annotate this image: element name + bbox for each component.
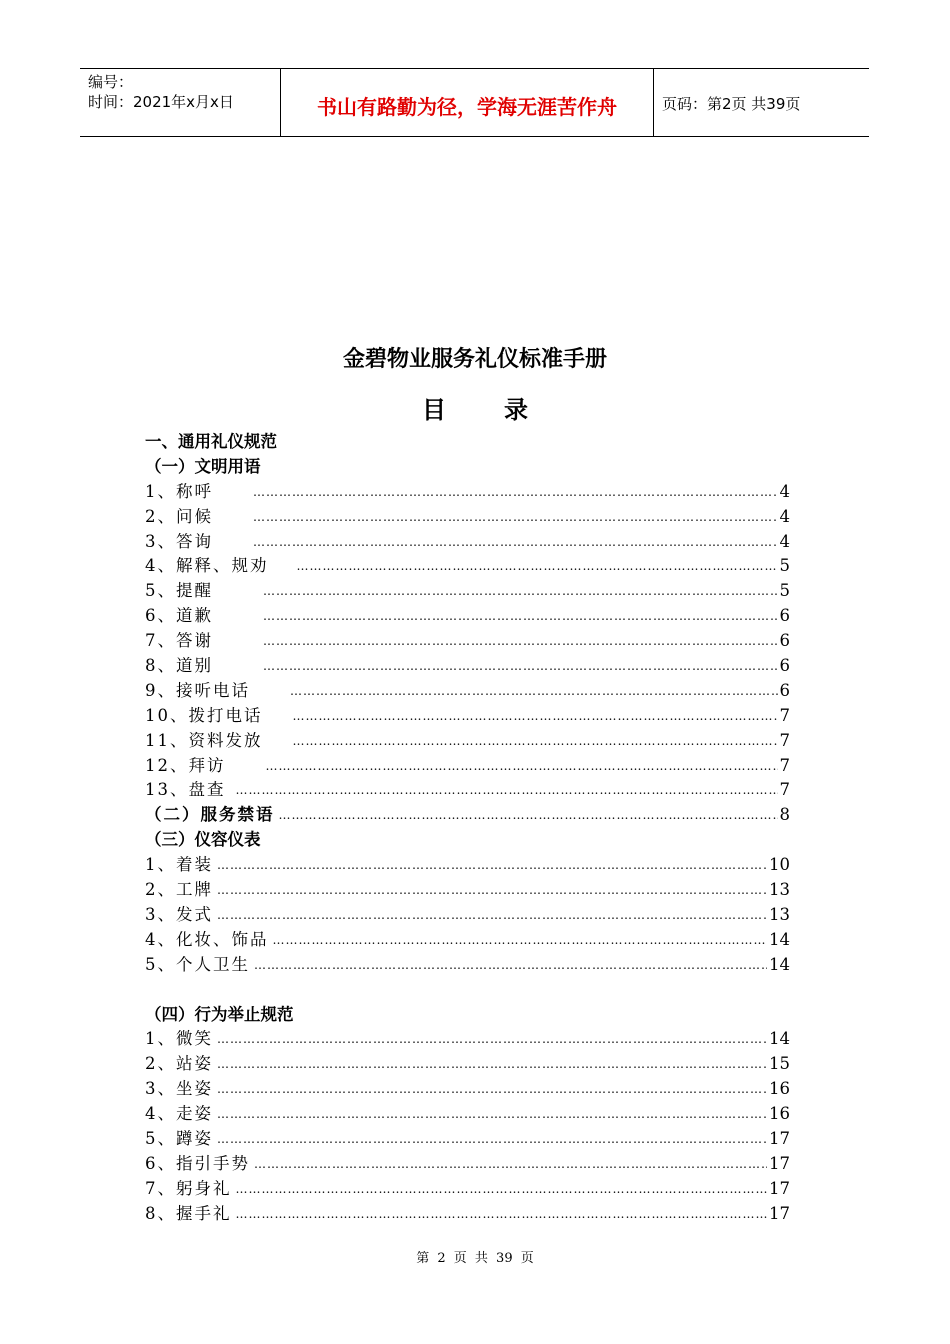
- toc-leader-dots: [217, 1127, 767, 1152]
- toc-leader-dots: [254, 1152, 767, 1177]
- toc-entry-label: 1、称呼: [145, 481, 213, 501]
- toc-entry-label: 4、解释、规劝: [145, 556, 269, 576]
- toc-leader-dots: [236, 1177, 768, 1202]
- toc-entry[interactable]: [145, 1077, 790, 1102]
- toc-entry[interactable]: [145, 729, 790, 754]
- toc-leader-dots: [236, 778, 778, 803]
- toc-section-heading: （一）文明用语: [145, 456, 261, 476]
- toc-entry-page: 10: [769, 855, 790, 875]
- toc-entry-page: 7: [779, 755, 790, 775]
- toc-entry-label: 8、道别: [145, 656, 213, 676]
- toc-entry-page: 16: [769, 1104, 790, 1124]
- toc-section-heading: （四）行为举止规范: [145, 1004, 294, 1024]
- toc-leader-dots: [263, 629, 778, 654]
- toc-entry-label: 9、接听电话: [145, 680, 250, 700]
- toc-entry-label: （二）服务禁语: [145, 805, 275, 825]
- toc-leader-dots: [253, 530, 778, 555]
- toc-entry-page: 6: [779, 606, 790, 626]
- toc-section-3-list: [145, 853, 790, 977]
- toc-entry-label: 1、微笑: [145, 1029, 213, 1049]
- toc-entry-page: 17: [769, 1153, 790, 1173]
- toc-leader-dots: [217, 1052, 767, 1077]
- toc-leader-dots: [263, 654, 778, 679]
- toc-entry-label: 2、问候: [145, 506, 213, 526]
- toc-entry-page: 6: [779, 631, 790, 651]
- toc-entry[interactable]: [145, 953, 790, 978]
- toc-section-1-list: [145, 480, 790, 804]
- toc-entry-page: 7: [779, 705, 790, 725]
- toc-entry[interactable]: [145, 928, 790, 953]
- toc-entry-label: 7、答谢: [145, 631, 213, 651]
- toc-entry[interactable]: [145, 1127, 790, 1152]
- table-of-contents: [145, 430, 790, 1227]
- toc-entry[interactable]: [145, 679, 790, 704]
- toc-entry-label: 3、答询: [145, 531, 213, 551]
- toc-leader-dots: [266, 754, 778, 779]
- toc-leader-dots: [217, 853, 767, 878]
- toc-leader-dots: [217, 1102, 767, 1127]
- toc-entry[interactable]: [145, 654, 790, 679]
- toc-leader-dots: [253, 505, 778, 530]
- toc-entry[interactable]: [145, 1027, 790, 1052]
- toc-entry-page: 6: [779, 656, 790, 676]
- toc-entry[interactable]: [145, 1102, 790, 1127]
- toc-entry-label: 5、个人卫生: [145, 954, 250, 974]
- toc-entry-page: 17: [769, 1129, 790, 1149]
- toc-section-heading: （三）仪容仪表: [145, 830, 261, 850]
- toc-entry[interactable]: [145, 505, 790, 530]
- toc-leader-dots: [293, 704, 778, 729]
- number-label: 编号：: [88, 73, 134, 91]
- toc-entry-page: 15: [769, 1054, 790, 1074]
- toc-entry-page: 7: [779, 730, 790, 750]
- toc-leader-dots: [217, 903, 767, 928]
- time-label: 时间：2021年x月x日: [88, 93, 234, 111]
- toc-entry-label: 4、走姿: [145, 1104, 213, 1124]
- toc-entry-page: 5: [779, 581, 790, 601]
- toc-title: 目录: [422, 396, 586, 424]
- toc-entry[interactable]: [145, 1177, 790, 1202]
- toc-entry-page: 17: [769, 1178, 790, 1198]
- toc-entry-label: 1、着装: [145, 855, 213, 875]
- toc-entry[interactable]: [145, 878, 790, 903]
- toc-entry-label: 2、站姿: [145, 1054, 213, 1074]
- toc-entry[interactable]: [145, 853, 790, 878]
- toc-entry-page: 6: [779, 680, 790, 700]
- toc-entry-page: 17: [769, 1203, 790, 1223]
- toc-entry[interactable]: [145, 778, 790, 803]
- toc-entry-label: 4、化妆、饰品: [145, 929, 269, 949]
- toc-leader-dots: [253, 480, 778, 505]
- toc-section-4-list: [145, 1027, 790, 1226]
- toc-leader-dots: [254, 953, 767, 978]
- toc-entry-label: 11、资料发放: [145, 730, 263, 750]
- toc-leader-dots: [293, 729, 778, 754]
- toc-entry-page: 14: [769, 954, 790, 974]
- toc-entry-label: 7、躬身礼: [145, 1178, 232, 1198]
- toc-entry-label: 5、提醒: [145, 581, 213, 601]
- motto-text: 书山有路勤为径，学海无涯苦作舟: [317, 95, 617, 119]
- toc-entry-label: 6、指引手势: [145, 1153, 250, 1173]
- toc-leader-dots: [273, 928, 768, 953]
- toc-leader-dots: [217, 1027, 767, 1052]
- toc-entry[interactable]: [145, 604, 790, 629]
- toc-entry[interactable]: [145, 1202, 790, 1227]
- toc-entry-label: 2、工牌: [145, 880, 213, 900]
- toc-entry-page: 14: [769, 929, 790, 949]
- toc-leader-dots: [290, 679, 778, 704]
- toc-entry-page: 16: [769, 1079, 790, 1099]
- spacer: [145, 978, 790, 1003]
- toc-entry-label: 13、盘查: [145, 780, 226, 800]
- toc-entry-label: 3、坐姿: [145, 1079, 213, 1099]
- toc-entry-label: 8、握手礼: [145, 1203, 232, 1223]
- toc-entry[interactable]: [145, 554, 790, 579]
- toc-leader-dots: [217, 878, 767, 903]
- toc-entry[interactable]: [145, 579, 790, 604]
- toc-leader-dots: [263, 579, 778, 604]
- toc-entry[interactable]: [145, 530, 790, 555]
- toc-leader-dots: [217, 1077, 767, 1102]
- toc-entry-page: 5: [779, 556, 790, 576]
- toc-entry[interactable]: [145, 704, 790, 729]
- toc-leader-dots: [279, 803, 778, 828]
- toc-entry-label: 6、道歉: [145, 606, 213, 626]
- toc-entry-label: 12、拜访: [145, 755, 226, 775]
- toc-entry-page: 4: [779, 481, 790, 501]
- toc-chapter-heading: 一、通用礼仪规范: [145, 432, 277, 451]
- toc-entry[interactable]: [145, 629, 790, 654]
- toc-entry[interactable]: [145, 480, 790, 505]
- toc-entry-page: 4: [779, 531, 790, 551]
- toc-entry[interactable]: [145, 903, 790, 928]
- toc-entry-page: 13: [769, 880, 790, 900]
- toc-entry[interactable]: [145, 1052, 790, 1077]
- header-page-cell: [654, 69, 869, 136]
- toc-entry[interactable]: [145, 1152, 790, 1177]
- toc-entry-page: 7: [779, 780, 790, 800]
- header-table: [80, 68, 869, 137]
- page-info: 页码：第2页 共39页: [662, 95, 801, 113]
- toc-entry-page: 4: [779, 506, 790, 526]
- toc-leader-dots: [263, 604, 778, 629]
- header-motto-cell: [281, 69, 654, 136]
- toc-entry-label: 10、拨打电话: [145, 705, 263, 725]
- toc-leader-dots: [236, 1202, 768, 1227]
- page-footer: 第 2 页 共 39 页: [416, 1251, 534, 1266]
- toc-entry[interactable]: [145, 754, 790, 779]
- header-info-cell: [80, 69, 281, 136]
- toc-entry-label: 3、发式: [145, 904, 213, 924]
- toc-entry-label: 5、蹲姿: [145, 1129, 213, 1149]
- toc-entry-page: 14: [769, 1029, 790, 1049]
- toc-entry-page: 8: [779, 805, 790, 825]
- toc-entry-service-taboo[interactable]: [145, 803, 790, 828]
- toc-leader-dots: [297, 554, 778, 579]
- toc-entry-page: 13: [769, 904, 790, 924]
- document-title: 金碧物业服务礼仪标准手册: [342, 347, 607, 372]
